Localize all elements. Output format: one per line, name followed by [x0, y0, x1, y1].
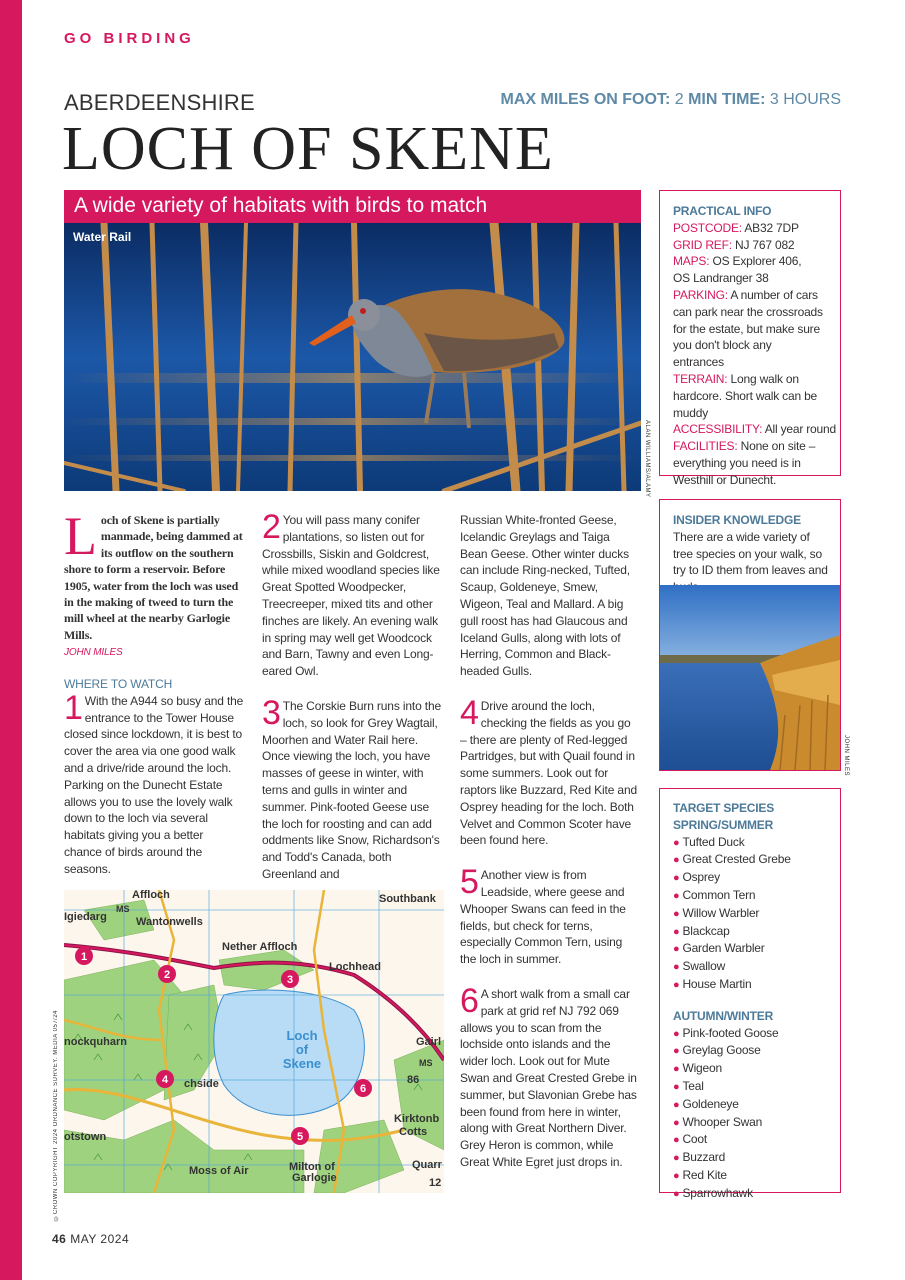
photo-caption: Water Rail — [73, 230, 132, 244]
step-number: 5 — [460, 863, 479, 902]
species-item: ● Goldeneye — [673, 1096, 840, 1114]
issue-date: MAY 2024 — [70, 1232, 130, 1246]
species-item: ● Common Tern — [673, 887, 840, 905]
page-footer — [52, 1232, 129, 1246]
spring-species-list — [673, 834, 840, 994]
step-6: 6 A short walk from a small car park at grid ref NJ 792 069 allows you to scan from the lochside onto islands and the wider loch. Look out for Mute Swan and Great Crested Grebe in summer, but Slavonian Grebe has been found from here in winter, along with Great Northern Diver. Grey Heron is common, while Great White Egret just drops in. — [460, 981, 637, 1169]
page-spine-bar — [0, 0, 22, 1280]
step-number: 1 — [64, 688, 83, 727]
species-item: ● Great Crested Grebe — [673, 851, 840, 869]
step-number: 4 — [460, 693, 479, 732]
photo-credit: ALAN WILLIAMS/ALAMY — [644, 420, 650, 498]
practical-maps: MAPS: OS Explorer 406, OS Landranger 38 — [673, 254, 802, 286]
page-number: 46 — [52, 1232, 67, 1246]
species-item: ● Blackcap — [673, 923, 840, 941]
species-item: ● House Martin — [673, 976, 840, 994]
species-item: ● Swallow — [673, 958, 840, 976]
article-column-3 — [460, 512, 640, 1181]
region-label: ABERDEENSHIRE — [64, 90, 255, 115]
map-label: otstown — [64, 1131, 107, 1143]
spring-summer-title: SPRING/SUMMER — [673, 817, 774, 832]
map-label: Moss of Air — [189, 1165, 249, 1177]
map-loch-label: of — [295, 1042, 309, 1057]
loch-sunset-photo — [660, 585, 840, 770]
map-label: Garlogie — [292, 1172, 337, 1184]
step-number: 6 — [460, 981, 479, 1020]
step-1: 1 With the A944 so busy and the entrance to the Tower House closed since lockdown, it is best to cover the area via one good walk and a drive/ride around the loch. Parking on the Dunecht Estate allows you to use the lovely walk down to the loch via several habitats giving you a better chance of birds around the seasons. — [64, 688, 244, 876]
species-item: ● Garden Warbler — [673, 940, 840, 958]
article-column-1 — [64, 506, 244, 888]
map-label: MS — [419, 1058, 433, 1068]
water-rail-photo — [64, 223, 641, 491]
practical-parking: PARKING: A number of cars can park near the crossroads for the estate, but make sure you don't block any entrances — [673, 287, 823, 370]
practical-grid-ref: GRID REF: NJ 767 082 — [673, 237, 795, 252]
map-label: nockquharn — [64, 1036, 127, 1048]
map-label: Kirktonb — [394, 1113, 440, 1125]
insider-photo-credit: JOHN MILES — [843, 735, 849, 777]
map-loch-label: Loch — [286, 1028, 318, 1043]
map-label: Igiedarg — [64, 911, 107, 923]
map-label: 86 — [407, 1074, 420, 1086]
species-item: ● Red Kite — [673, 1167, 840, 1185]
step-number: 3 — [262, 693, 281, 732]
time-label: MIN TIME: — [688, 91, 766, 108]
autumn-species-list — [673, 1025, 840, 1203]
map-label: chside — [184, 1078, 219, 1090]
species-title: TARGET SPECIES — [673, 801, 774, 815]
practical-terrain: TERRAIN: Long walk on hardcore. Short walk can be muddy — [673, 371, 818, 420]
map-credit: ©CROWN COPYRIGHT 2024 ORDNANCE SURVEY. MEDIA 057/24 — [53, 1010, 59, 1221]
practical-info-box — [659, 190, 841, 487]
species-item: ● Buzzard — [673, 1149, 840, 1167]
practical-accessibility: ACCESSIBILITY: All year round — [673, 422, 836, 437]
miles-value: 2 — [674, 91, 684, 108]
practical-facilities: FACILITIES: None on site – everything you need is in Westhill or Dunecht. — [673, 439, 816, 487]
map-label: Nether Affloch — [222, 941, 298, 953]
water-rail-illustration — [64, 223, 641, 491]
where-to-watch-heading: WHERE TO WATCH — [64, 677, 173, 692]
species-item: ● Coot — [673, 1131, 840, 1149]
map-label: MS — [116, 904, 130, 914]
species-item: ● Sparrowhawk — [673, 1185, 840, 1203]
svg-text:2: 2 — [163, 969, 171, 981]
subtitle-banner: A wide variety of habitats with birds to match — [64, 190, 641, 223]
map-label: Cotts — [399, 1126, 428, 1138]
drop-cap: L — [64, 506, 97, 566]
species-item: ● Greylag Goose — [673, 1042, 840, 1060]
step-3-continued: Russian White-fronted Geese, Icelandic Greylags and Taiga Bean Geese. Other winter ducks can include Ring-necked, Tufted, Scaup, Goldeneye, Smew, Wigeon, Teal and Mallard. A big gull roost has had Glaucous and Iceland Gulls, along with lots of Herring, Common and Black-headed Gulls. — [460, 513, 630, 679]
svg-text:6: 6 — [359, 1083, 367, 1095]
map-label: Lochhead — [329, 961, 381, 973]
route-stats — [501, 91, 842, 109]
map-label: Southbank — [379, 893, 436, 905]
author-byline: JOHN MILES — [64, 647, 123, 659]
species-item: ● Whooper Swan — [673, 1114, 840, 1132]
map-label: Milton of — [289, 1161, 335, 1173]
article-column-2 — [262, 508, 442, 893]
target-species-box — [659, 788, 841, 1200]
loch-landscape-illustration — [660, 585, 840, 770]
svg-text:5: 5 — [296, 1131, 304, 1143]
insider-text: There are a wide variety of tree species on your walk, so try to ID them from leaves and — [673, 529, 828, 578]
section-kicker: GO BIRDING — [64, 30, 195, 47]
species-item: ● Tufted Duck — [673, 834, 840, 852]
map-label: Wantonwells — [136, 916, 203, 928]
map-loch-label: Skene — [282, 1056, 322, 1071]
time-value: 3 HOURS — [769, 91, 841, 108]
miles-label: MAX MILES ON FOOT: — [500, 91, 671, 108]
practical-info-title: PRACTICAL INFO — [673, 204, 772, 218]
route-map — [64, 890, 444, 1193]
species-item: ● Osprey — [673, 869, 840, 887]
svg-text:1: 1 — [80, 951, 88, 963]
map-label: Gairl — [416, 1036, 442, 1048]
insider-title: INSIDER KNOWLEDGE — [673, 513, 801, 527]
autumn-winter-title: AUTUMN/WINTER — [673, 1008, 774, 1023]
step-3: 3 The Corskie Burn runs into the loch, so look for Grey Wagtail, Moorhen and Water Rail here. Once viewing the loch, you have masses of geese in winter, with terns and gulls in winter and summer. Pink-footed Geese use the loch for roosting and can add oddments like Snow, Richardson's and Todd's Canada, both Greenland and — [262, 693, 442, 881]
map-label: Affloch — [132, 890, 170, 901]
svg-text:3: 3 — [286, 974, 294, 986]
step-2: 2 You will pass many conifer plantations, so listen out for Crossbills, Siskin and Goldcrest, while mixed woodland species like Great Spotted Woodpecker, Treecreeper, mixed tits and other finches are likely. An evening walk in spring may well get Woodcock and Barn, Tawny and even Long-eared Owl. — [262, 508, 440, 679]
step-number: 2 — [262, 508, 281, 546]
map-label: 12 — [429, 1177, 442, 1189]
step-4: 4 Drive around the loch, checking the fields as you go – there are plenty of Red-legged Partridges, but with Quail found in some summers. Look out for raptors like Buzzard, Red Kite and Osprey heading for the loch. Both Velvet and Common Scoter have been found here. — [460, 693, 637, 848]
svg-text:4: 4 — [161, 1074, 169, 1086]
os-map-illustration — [64, 890, 444, 1193]
page-title: LOCH OF SKENE — [62, 115, 554, 183]
practical-postcode: POSTCODE: AB32 7DP — [673, 220, 799, 235]
species-item: ● Teal — [673, 1078, 840, 1096]
map-label: Quarr — [412, 1159, 442, 1171]
species-item: ● Pink-footed Goose — [673, 1025, 840, 1043]
species-item: ● Willow Warbler — [673, 905, 840, 923]
species-item: ● Wigeon — [673, 1060, 840, 1078]
step-5: 5 Another view is from Leadside, where geese and Whooper Swans can feed in the fields, but check for terns, especially Common Tern, using the loch in summer. — [460, 863, 626, 967]
intro-paragraph: Loch of Skene is partially manmade, being dammed at its outflow on the southern shore to form a reservoir. Before 1905, water from the loch was used in the making of tweed to turn the mill wheel at the nearby Garlogie Mills. — [64, 506, 243, 642]
